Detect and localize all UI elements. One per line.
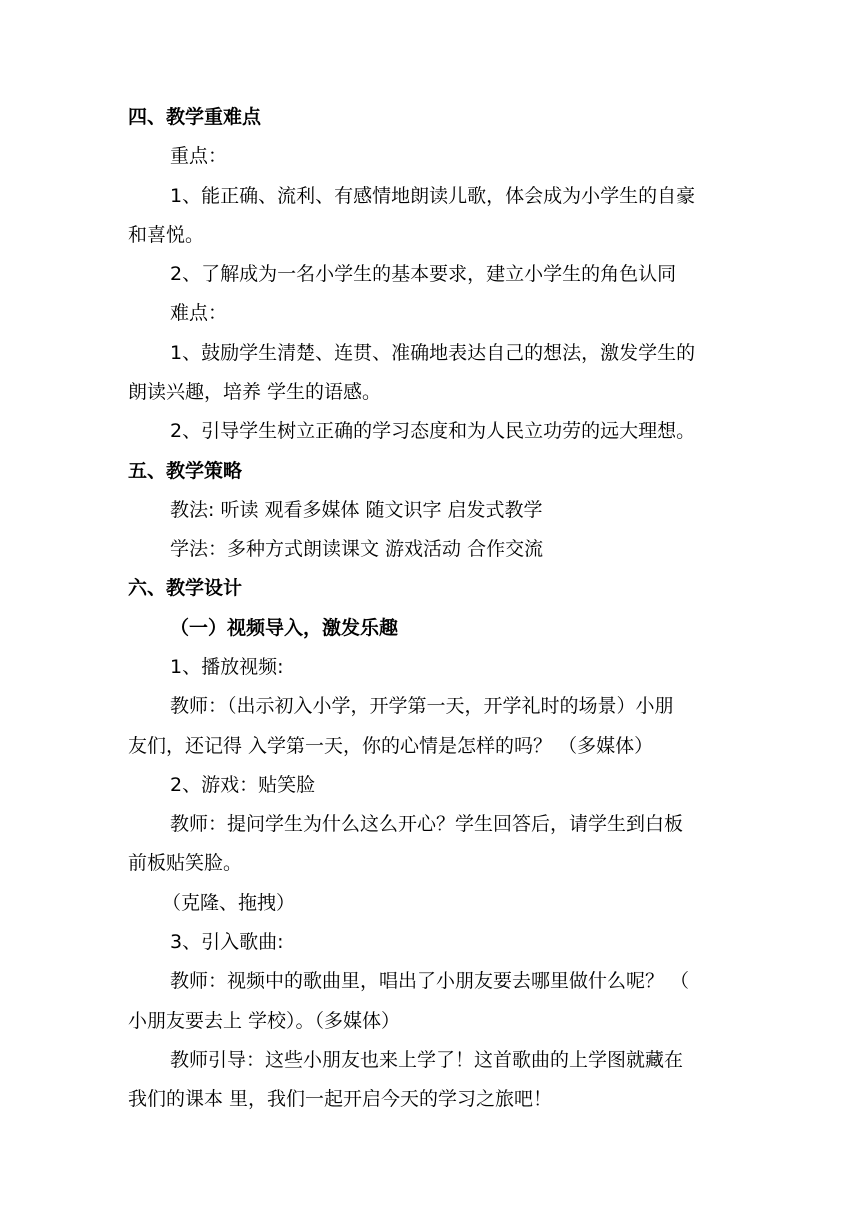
section-heading-6: 六、教学设计 (128, 577, 243, 599)
step-3-text-line-1: 教师：视频中的歌曲里，唱出了小朋友要去哪里做什么呢？ （ (170, 970, 690, 992)
difficulty-1-line-2: 朗读兴趣，培养 学生的语感。 (128, 381, 382, 403)
step-3: 3、引入歌曲: (170, 931, 284, 953)
section-heading-5: 五、教学策略 (128, 460, 243, 482)
step-2-text-line-1: 教师：提问学生为什么这么开心？学生回答后，请学生到白板 (170, 813, 684, 835)
key-point-1-line-2: 和喜悦。 (128, 224, 205, 246)
difficulty-label: 难点： (170, 302, 228, 324)
section-heading-4: 四、教学重难点 (128, 106, 262, 128)
step-2-note: （克隆、拖拽） (162, 892, 296, 914)
key-points-label: 重点： (170, 145, 228, 167)
part-1-title: （一）视频导入，激发乐趣 (170, 617, 399, 639)
step-1: 1、播放视频: (170, 656, 284, 678)
step-1-text-line-2: 友们，还记得 入学第一天，你的心情是怎样的吗？ （多媒体） (128, 735, 654, 757)
learning-methods: 学法：多种方式朗读课文 游戏活动 合作交流 (170, 538, 544, 560)
difficulty-2: 2、引导学生树立正确的学习态度和为人民立功劳的远大理想。 (170, 420, 696, 442)
key-point-1-line-1: 1、能正确、流利、有感情地朗读儿歌，体会成为小学生的自豪 (170, 185, 696, 207)
guide-line-2: 我们的课本 里，我们一起开启今天的学习之旅吧！ (128, 1088, 553, 1110)
guide-line-1: 教师引导：这些小朋友也来上学了！这首歌曲的上学图就藏在 (170, 1049, 684, 1071)
step-3-text-line-2: 小朋友要去上 学校）。（多媒体） (128, 1010, 401, 1032)
step-2: 2、游戏：贴笑脸 (170, 774, 316, 796)
difficulty-1-line-1: 1、鼓励学生清楚、连贯、准确地表达自己的想法，激发学生的 (170, 342, 696, 364)
teaching-methods: 教法: 听读 观看多媒体 随文识字 启发式教学 (170, 499, 543, 521)
key-point-2: 2、了解成为一名小学生的基本要求，建立小学生的角色认同 (170, 263, 677, 285)
step-1-text-line-1: 教师：（出示初入小学，开学第一天，开学礼时的场景）小朋 (170, 695, 674, 717)
step-2-text-line-2: 前板贴笑脸。 (128, 852, 243, 874)
